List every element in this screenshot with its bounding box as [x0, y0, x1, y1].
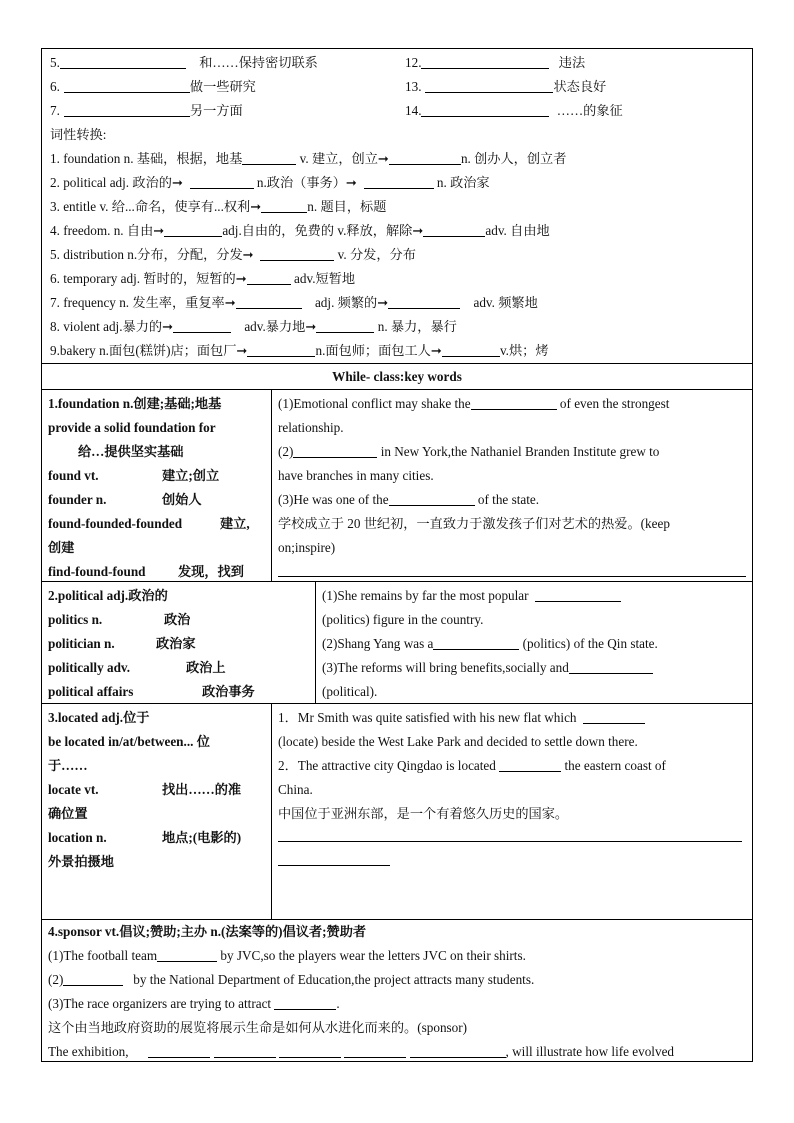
exercise-1-cont: (locate) beside the West Lake Park and decided to settle down there. — [278, 734, 638, 749]
exercise-2: 2．The attractive city Qingdao is located the eastern coast of — [278, 758, 666, 773]
word-meaning: 找出……的准 — [162, 782, 242, 797]
conversion-row-8: 8. violent adj.暴力的➞ adv.暴力地➞ n. 暴力，暴行 — [50, 319, 457, 334]
exercise-1: (1)The football team by JVC,so the players wear the letters JVC on their shirts. — [48, 948, 526, 963]
vocab-item-12: 12. 违法 — [405, 55, 586, 70]
answer-line — [278, 841, 742, 842]
word-meaning-cont: 确位置 — [48, 806, 88, 821]
word-meaning-cont: 创建 — [48, 540, 75, 555]
conversion-title: 词性转换: — [50, 127, 107, 142]
vocab-item-13: 13. 状态良好 — [405, 79, 607, 94]
word-meaning: 地点;(电影的) — [162, 830, 242, 845]
phrase: provide a solid foundation for — [48, 420, 216, 435]
word-meaning: 政治家 — [156, 636, 196, 651]
entry-title: 1.foundation n.创建;基础;地基 — [48, 396, 222, 411]
exercise-2: (2) in New York,the Nathaniel Branden Institute grew to — [278, 444, 660, 459]
conversion-row-1: 1. foundation n. 基础，根据，地基 v. 建立，创立➞ n. 创办人，创立者 — [50, 151, 567, 166]
exercise-3: (3)The race organizers are trying to attract . — [48, 996, 340, 1011]
entry-title: 3.located adj.位于 — [48, 710, 150, 725]
conversion-row-3: 3. entitle v. 给...命名，使享有...权利➞ n. 题目，标题 — [50, 199, 387, 214]
exercise-2-cont: China. — [278, 782, 313, 797]
exercise-3-cont: (political). — [322, 684, 378, 699]
word-meaning: 发现，找到 — [178, 564, 244, 579]
word-meaning: 政治事务 — [202, 684, 255, 699]
entry-political — [42, 582, 752, 702]
conversion-row-4: 4. freedom. n. 自由➞ adj.自由的，免费的 v.释放，解除➞ adv. 自由地 — [50, 223, 550, 238]
exercise-2-cont: have branches in many cities. — [278, 468, 434, 483]
conversion-row-2: 2. political adj. 政治的➞ n.政治（事务）➞ n. 政治家 — [50, 175, 490, 190]
word-form: found-founded-founded — [48, 516, 183, 531]
exercise-1: (1)She remains by far the most popular — [322, 584, 621, 608]
entry-title: 4.sponsor vt.倡议;赞助;主办 n.(法案等的)倡议者;赞助者 — [48, 924, 367, 939]
conversion-row-7: 7. frequency n. 发生率，重复率➞ adj. 频繁的➞ adv. 频繁地 — [50, 295, 538, 310]
word-meaning-cont: 外景拍摄地 — [48, 854, 114, 869]
translation-prompt: 学校成立于 20 世纪初，一直致力于激发孩子们对艺术的热爱。(keep — [278, 516, 670, 531]
entry-title: 2.political adj.政治的 — [48, 588, 168, 603]
exercise-2: (2)Shang Yang was a (politics) of the Qin state. — [322, 636, 658, 651]
vocab-section — [42, 49, 752, 362]
conversion-row-6: 6. temporary adj. 暂时的，短暂的➞ adv.短暂地 — [50, 271, 356, 286]
conversion-row-9: 9.bakery n.面包(糕饼)店；面包厂➞ n.面包师；面包工人➞ v.烘；烤 — [50, 343, 549, 358]
answer-line — [278, 576, 746, 577]
vocab-item-6: 6. 做一些研究 — [50, 79, 256, 94]
word-form: founder n. — [48, 492, 107, 507]
exercise-3: (3)He was one of the of the state. — [278, 492, 540, 507]
vocab-item-7: 7. 另一方面 — [50, 103, 243, 118]
conversion-row-5: 5. distribution n.分布，分配，分发➞ v. 分发，分布 — [50, 247, 416, 262]
exercise-1-cont: relationship. — [278, 420, 344, 435]
translation-prompt: 中国位于亚洲东部，是一个有着悠久历史的国家。 — [278, 806, 569, 821]
word-form: politics n. — [48, 612, 103, 627]
worksheet — [41, 48, 753, 1062]
answer-line — [278, 865, 390, 866]
phrase-meaning: 于…… — [48, 758, 88, 773]
word-form: political affairs — [48, 684, 134, 699]
exercise-5: The exhibition, , will illustrate how life evolved — [48, 1044, 675, 1059]
word-meaning: 创始人 — [162, 492, 202, 507]
translation-prompt-cont: on;inspire) — [278, 540, 336, 555]
entry-located — [42, 704, 752, 918]
word-form: locate vt. — [48, 782, 99, 797]
word-form: politician n. — [48, 636, 115, 651]
word-form: find-found-found — [48, 564, 146, 579]
word-meaning: 建立, — [220, 516, 250, 531]
word-meaning: 政治上 — [186, 660, 226, 675]
phrase: be located in/at/between... 位 — [48, 734, 210, 749]
word-form: location n. — [48, 830, 107, 845]
translation-prompt: 这个由当地政府资助的展览将展示生命是如何从水进化而来的。(sponsor) — [48, 1020, 468, 1035]
vocab-item-14: 14. ……的象征 — [405, 103, 623, 118]
exercise-1-cont: (politics) figure in the country. — [322, 612, 484, 627]
while-class-header: While- class:key words — [332, 369, 462, 384]
word-form: found vt. — [48, 468, 99, 483]
exercise-3: (3)The reforms will bring benefits,socially and — [322, 656, 653, 680]
exercise-2: (2) by the National Department of Education,the project attracts many students. — [48, 972, 535, 987]
word-form: politically adv. — [48, 660, 131, 675]
entry-foundation — [42, 390, 752, 580]
word-meaning: 政治 — [164, 612, 191, 627]
entry-sponsor — [42, 920, 752, 1062]
exercise-1: (1)Emotional conflict may shake the of even the strongest — [278, 396, 670, 411]
vocab-item-5: 5. 和……保持密切联系 — [50, 55, 318, 70]
exercise-1: 1．Mr Smith was quite satisfied with his new flat which — [278, 706, 645, 730]
phrase-meaning: 给…提供坚实基础 — [78, 444, 184, 459]
word-meaning: 建立;创立 — [162, 468, 220, 483]
